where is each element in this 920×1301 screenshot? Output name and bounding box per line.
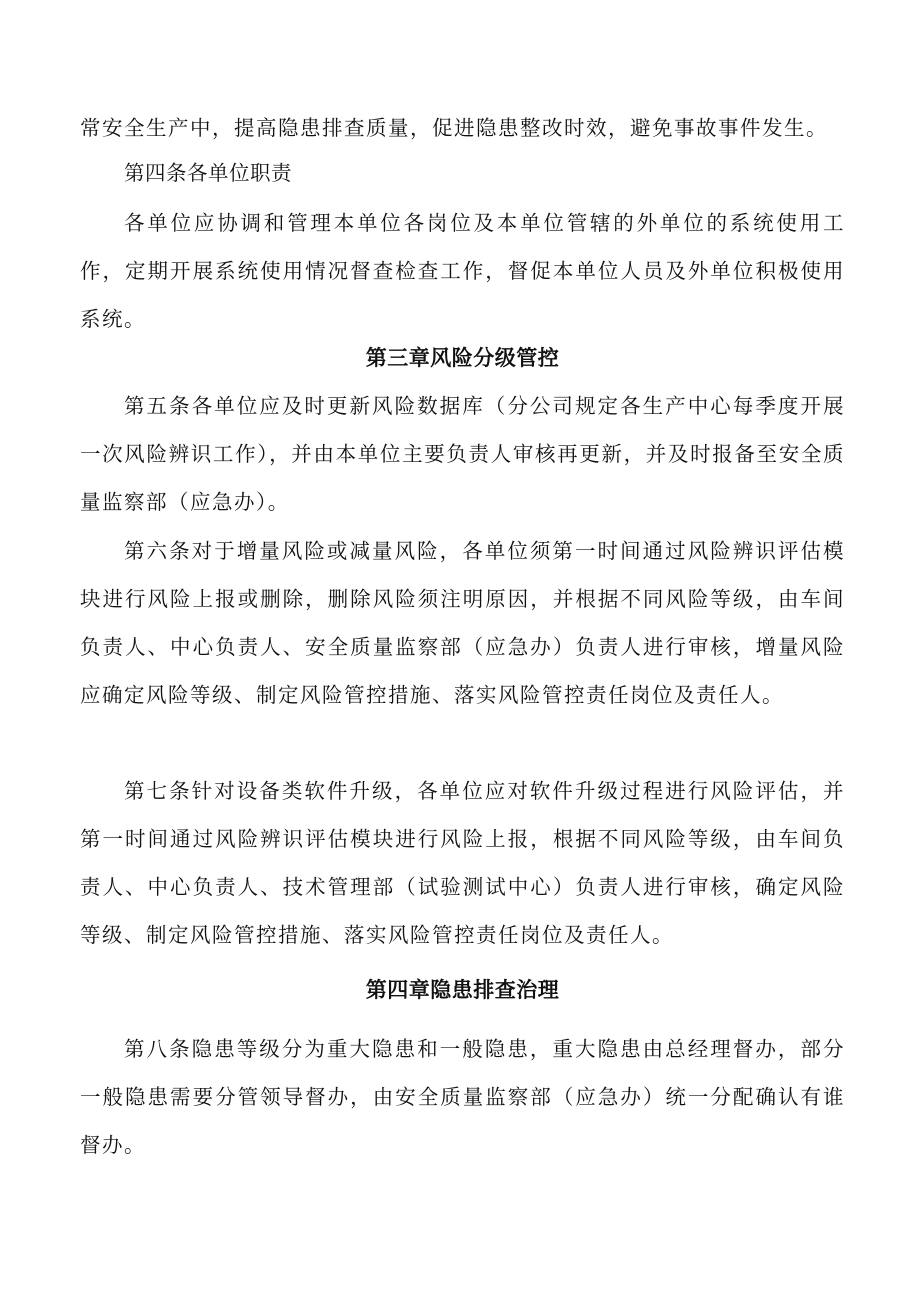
article-6: 第六条对于增量风险或减量风险，各单位须第一时间通过风险辨识评估模块进行风险上报或删除，删除风险须注明原因，并根据不同风险等级，由车间负责人、中心负责人、安全质量监察部（应急办）负责人进行审核，增量风险应确定风险等级、制定风险管控措施、落实风险管控责任岗位及责任人。 (80, 539, 845, 707)
article-7: 第七条针对设备类软件升级，各单位应对软件升级过程进行风险评估，并第一时间通过风险辨识评估模块进行风险上报，根据不同风险等级，由车间负责人、中心负责人、技术管理部（试验测试中心）负责人进行审核，确定风险等级、制定风险管控措施、落实风险管控责任岗位及责任人。 (80, 779, 845, 947)
article-4-title: 第四条各单位职责 (124, 161, 292, 185)
chapter-3-heading: 第三章风险分级管控 (365, 346, 560, 370)
paragraph-continuation: 常安全生产中，提高隐患排查质量，促进隐患整改时效，避免事故事件发生。 (80, 116, 828, 140)
article-8: 第八条隐患等级分为重大隐患和一般隐患，重大隐患由总经理督办，部分一般隐患需要分管领导督办，由安全质量监察部（应急办）统一分配确认有谁督办。 (80, 1037, 845, 1157)
article-5: 第五条各单位应及时更新风险数据库（分公司规定各生产中心每季度开展一次风险辨识工作），并由本单位主要负责人审核再更新，并及时报备至安全质量监察部（应急办）。 (80, 394, 845, 514)
chapter-4-heading: 第四章隐患排查治理 (365, 978, 560, 1002)
article-4-body: 各单位应协调和管理本单位各岗位及本单位管辖的外单位的系统使用工作，定期开展系统使用情况督查检查工作，督促本单位人员及外单位积极使用系统。 (80, 211, 845, 331)
